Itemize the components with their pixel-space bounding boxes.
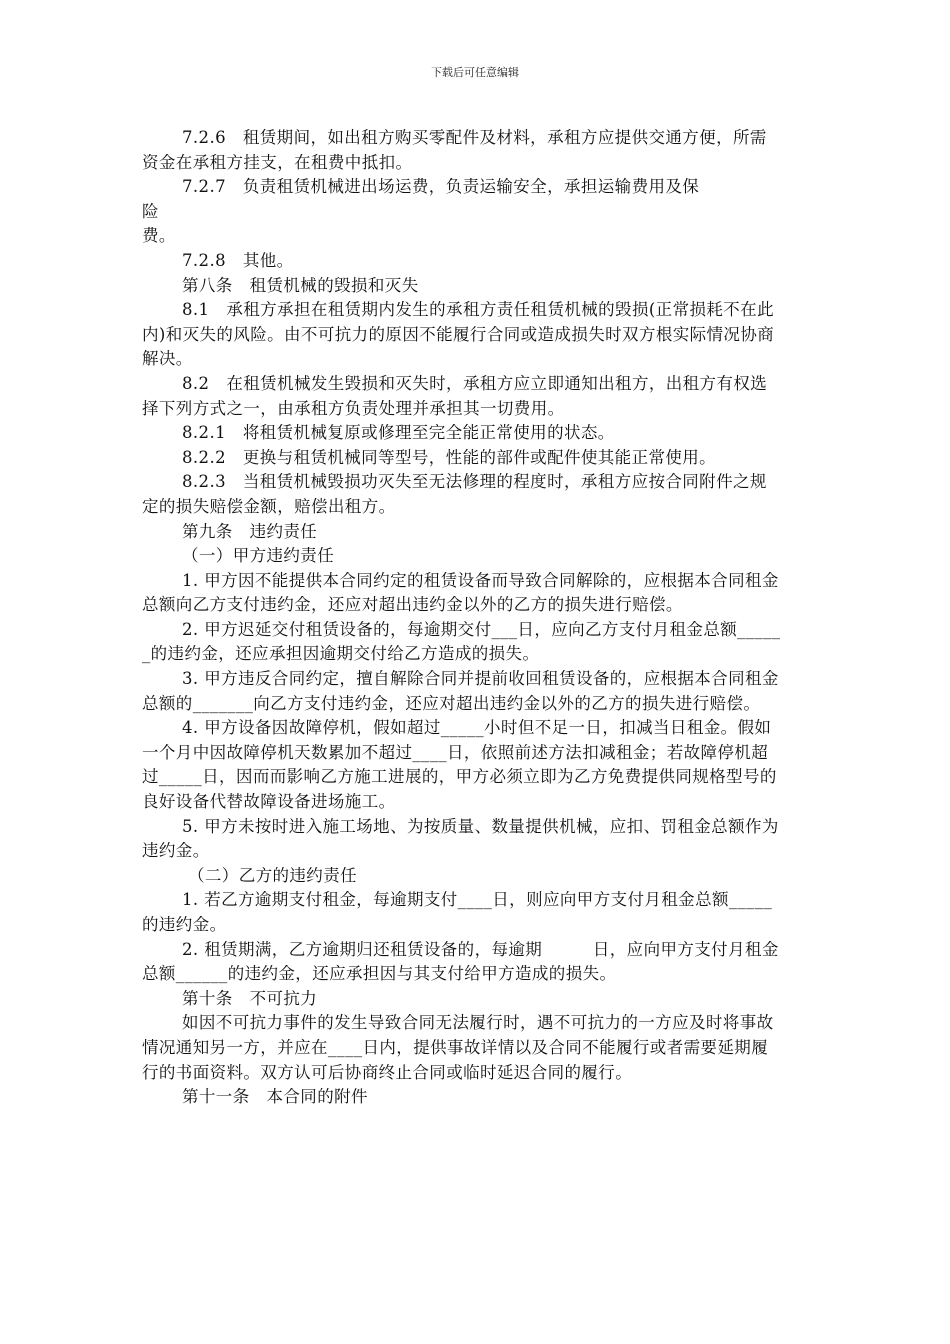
page-header-note: 下载后可任意编辑 [431, 66, 519, 79]
contract-body [142, 126, 782, 1110]
paragraph-8-1: 8.1 承租方承担在租赁期内发生的承租方责任租赁机械的毁损(正常损耗不在此内)和灭失的风险。由不可抗力的原因不能履行合同或造成损失时双方根实际情况协商解决。 [142, 300, 775, 369]
article-8-heading: 第八条 租赁机械的毁损和灭失 [182, 275, 419, 295]
party-a-clause-3: 3. 甲方违反合同约定，擅自解除合同并提前收回租赁设备的，应根据本合同租金总额的_______向乙方支付违约金，还应对超出违约金以外的乙方的损失进行赔偿。 [142, 669, 779, 713]
party-b-clause-1: 1. 若乙方逾期支付租金，每逾期支付____日，则应向甲方支付月租金总额_____ 的违约金。 [142, 890, 778, 934]
party-b-clause-2: 2. 租赁期满，乙方逾期归还租赁设备的，每逾期 日，应向甲方支付月租金总额______的违约金，还应承担因与其支付给甲方造成的损失。 [142, 939, 779, 984]
article-10-heading: 第十条 不可抗力 [182, 988, 318, 1008]
paragraph-8-2-2: 8.2.2 更换与租赁机械同等型号，性能的部件或配件使其能正常使用。 [182, 447, 717, 467]
paragraph-7-2-7-wrap-1: 险 [142, 201, 159, 221]
paragraph-7-2-7: 7.2.7 负责租赁机械进出场运费，负责运输安全，承担运输费用及保 [182, 177, 700, 197]
article-11-heading: 第十一条 本合同的附件 [182, 1087, 368, 1107]
paragraph-8-2-3: 8.2.3 当租赁机械毁损功灭失至无法修理的程度时，承租方应按合同附件之规定的损失赔偿金额，赔偿出租方。 [142, 472, 767, 516]
party-a-clause-1: 1. 甲方因不能提供本合同约定的租赁设备而导致合同解除的，应根据本合同租金总额向乙方支付违约金，还应对超出违约金以外的乙方的损失进行赔偿。 [142, 570, 779, 615]
paragraph-7-2-7-wrap-2: 费。 [142, 226, 176, 246]
party-a-clause-5: 5. 甲方未按时进入施工场地、为按质量、数量提供机械，应扣、罚租金总额作为违约金。 [142, 816, 779, 861]
party-a-clause-2: 2. 甲方迟延交付租赁设备的，每逾期交付___日，应向乙方支付月租金总额______的违约金，还应承担因逾期交付给乙方造成的损失。 [142, 619, 781, 664]
section-party-b-breach-heading: （二）乙方的违约责任 [188, 865, 357, 885]
paragraph-7-2-6: 7.2.6 租赁期间，如出租方购买零配件及材料，承租方应提供交通方便，所需资金在承租方挂支，在租费中抵扣。 [142, 128, 767, 172]
section-party-a-breach-heading: （一）甲方违约责任 [182, 546, 335, 566]
article-9-heading: 第九条 违约责任 [182, 521, 318, 541]
paragraph-7-2-8: 7.2.8 其他。 [182, 250, 294, 270]
paragraph-8-2-1: 8.2.1 将租赁机械复原或修理至完全能正常使用的状态。 [182, 423, 615, 443]
party-a-clause-4: 4. 甲方设备因故障停机，假如超过_____小时但不足一日，扣减当日租金。假如一个月中因故障停机天数累加不超过____日，依照前述方法扣减租金；若故障停机超过_____日，因而而影响乙方施工进展的，甲方必须立即为乙方免费提供同规格型号的良好设备代替故障设备进场施工。 [142, 718, 777, 812]
force-majeure-paragraph: 如因不可抗力事件的发生导致合同无法履行时，遇不可抗力的一方应及时将事故情况通知另一方，并应在____日内，提供事故详情以及合同不能履行或者需要延期履行的书面资料。双方认可后协商终止合同或临时延迟合同的履行。 [142, 1013, 774, 1082]
paragraph-8-2: 8.2 在租赁机械发生毁损和灭失时，承租方应立即通知出租方，出租方有权选择下列方式之一，由承租方负责处理并承担其一切费用。 [142, 373, 768, 418]
